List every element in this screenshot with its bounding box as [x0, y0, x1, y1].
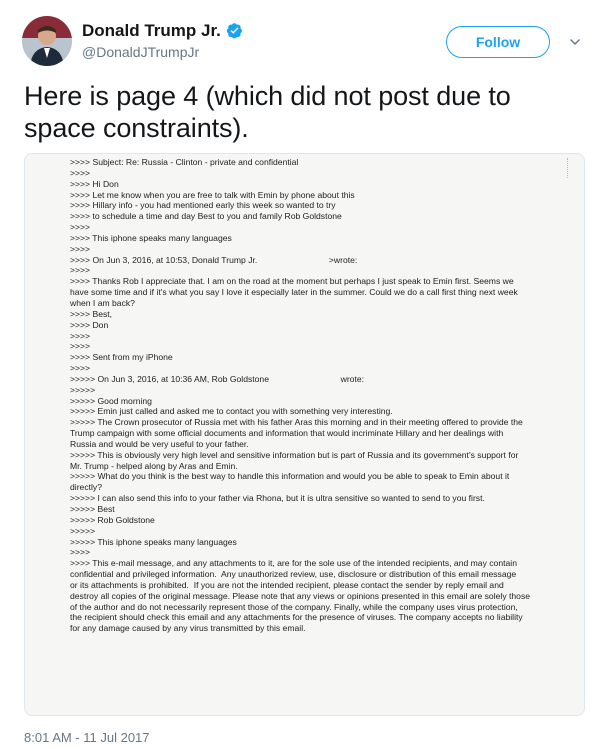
document-line: destroy all copies of the original message. Please note that any views or opinions presented in this email are solely those — [70, 590, 531, 601]
document-line: >>>> Subject: Re: Russia - Clinton - private and confidential — [70, 157, 299, 167]
document-line: >>>> — [70, 265, 91, 276]
document-line: >>>>> On Jun 3, 2016, at 10:36 AM, Rob Goldstone wrote: — [70, 373, 365, 384]
document-line: >>>> Hillary info - you had mentioned early this week so wanted to try — [70, 200, 336, 211]
document-line: >>>>> I can also send this info to your father via Rhona, but it is ultra sensitive so wanted to send to you first. — [70, 493, 485, 504]
document-line: >>>> — [70, 363, 91, 374]
document-line: have some time and if it's what you say I love it especially later in the summer. Could we do a call first thing next week — [70, 287, 518, 298]
document-line: >>>> to schedule a time and day Best to you and family Rob Goldstone — [70, 211, 342, 222]
avatar[interactable] — [22, 16, 72, 66]
document-line: >>>>> Best — [70, 504, 115, 514]
avatar-image — [22, 16, 72, 66]
document-scroll-marks — [567, 158, 570, 178]
document-line: >>>> This e-mail message, and any attachments to it, are for the sole use of the intended recipients, and may contain — [70, 558, 517, 569]
document-line: Mr. Trump - helped along by Aras and Emin. — [70, 460, 238, 471]
document-line: >>>> — [70, 243, 91, 254]
document-line: >>>>> What do you think is the best way to handle this information and would you be able to speak to Emin about it — [70, 471, 510, 482]
document-line: >>>> Let me know when you are free to talk with Emin by phone about this — [70, 189, 355, 200]
verified-badge-icon — [226, 22, 243, 39]
document-line: of the author and do not necessarily represent those of the company. Finally, while the company uses virus protection, — [70, 601, 518, 612]
email-document-text — [70, 157, 575, 634]
document-line: >>>> — [70, 547, 91, 558]
document-line: >>>>> Good morning — [70, 395, 152, 406]
document-line: >>>> This iphone speaks many languages — [70, 232, 232, 243]
document-line: >>>>> Rob Goldstone — [70, 514, 155, 525]
follow-button[interactable]: Follow — [446, 26, 550, 58]
user-identity — [82, 20, 243, 62]
document-line: >>>> — [70, 167, 91, 178]
document-line: Trump campaign with some official documents and information that would incriminate Hillary and her dealings with — [70, 428, 504, 439]
tweet-text: Here is page 4 (which did not post due to space constraints). — [24, 81, 511, 143]
document-line: >>>> Hi Don — [70, 178, 119, 189]
chevron-down-icon[interactable] — [569, 36, 581, 48]
document-line: the recipient should check this email and any attachments for the presence of viruses. The company accepts no liability — [70, 612, 523, 623]
user-handle[interactable]: @DonaldJTrumpJr — [82, 44, 200, 60]
document-line: when I am back? — [70, 297, 135, 308]
tweet-header — [22, 16, 592, 68]
document-line: >>>> On Jun 3, 2016, at 10:53, Donald Trump Jr. >wrote: — [70, 254, 358, 265]
tweet-timestamp[interactable]: 8:01 AM - 11 Jul 2017 — [24, 730, 150, 745]
document-line: >>>>> — [70, 525, 96, 536]
document-line: >>>>> — [70, 384, 96, 395]
document-line: Russia and would be very useful to your father. — [70, 438, 249, 449]
document-line: >>>> — [70, 330, 91, 341]
document-line: >>>>> The Crown prosecutor of Russia met with his father Aras this morning and in their meeting offered to provide the — [70, 417, 523, 428]
display-name-row[interactable] — [82, 20, 243, 41]
document-line: >>>> — [70, 222, 91, 233]
document-line: >>>> Don — [70, 319, 109, 330]
document-line: >>>>> This iphone speaks many languages — [70, 536, 237, 547]
document-line: >>>> Best, — [70, 308, 113, 319]
document-line: >>>> — [70, 341, 91, 352]
attached-document-image[interactable] — [24, 153, 585, 716]
document-line: confidential and privileged information. Any unauthorized review, use, disclosure or distribution of this email message — [70, 569, 517, 580]
document-line: >>>> Thanks Rob I appreciate that. I am on the road at the moment but perhaps I just speak to Emin first. Seems we — [70, 276, 514, 287]
document-line: for any damage caused by any virus transmitted by this email. — [70, 623, 306, 634]
document-line: >>>> Sent from my iPhone — [70, 352, 173, 363]
display-name[interactable]: Donald Trump Jr. — [82, 21, 221, 40]
document-line: >>>>> This is obviously very high level and sensitive information but is part of Russia and its government's support for — [70, 449, 519, 460]
document-line: directly? — [70, 482, 102, 493]
document-line: or its attachments is prohibited. If you are not the intended recipient, please contact the sender by reply email and — [70, 579, 504, 590]
document-line: >>>>> Emin just called and asked me to contact you with something very interesting. — [70, 406, 393, 417]
